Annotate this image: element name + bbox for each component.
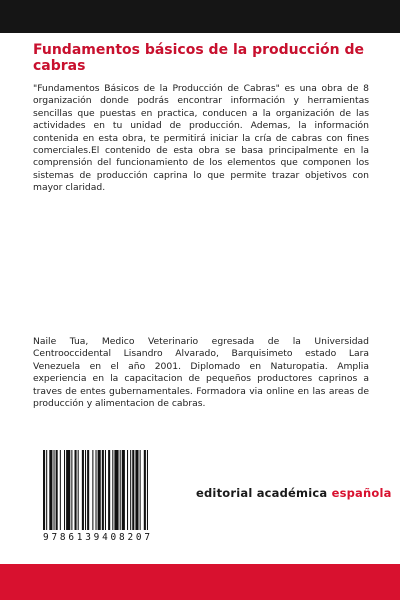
author-bio: Naile Tua, Medico Veterinario egresada de la Universidad Centrooccidental Lisandro Alvarado, Barquisimeto estado Lara Venezuela en el año 2001. Diplomado en Naturopatia. Amplia experiencia en la capacitacion de pequeños productores caprinos a traves de entes gubernamentales. Formadora via online en las areas de producción y alimentacion de cabras. bbox=[33, 336, 369, 410]
publisher-name: editorial académica bbox=[196, 486, 332, 500]
book-description: "Fundamentos Básicos de la Producción de Cabras" es una obra de 8 organización donde podrás encontrar información y herramientas sencillas que puestas en practica, conducen a la organización de las actividades en tu unidad de producción. Ademas, la información contenida en esta obra, te permitirá iniciar la cría de cabras con fines comerciales.El contenido de esta obra se basa principalmente en la comprensión del funcionamiento de los elementos que componen los sistemas de producción caprina lo que permite trazar objetivos con mayor claridad. bbox=[33, 83, 369, 194]
isbn-barcode bbox=[33, 450, 183, 552]
book-title: Fundamentos básicos de la producción de cabras bbox=[33, 42, 364, 74]
publisher-name-accent: española bbox=[331, 486, 392, 500]
isbn-digits: 9786139408207 bbox=[43, 532, 153, 543]
publisher-logo bbox=[196, 486, 392, 500]
top-band bbox=[0, 0, 400, 33]
bottom-band bbox=[0, 564, 400, 600]
barcode-bars bbox=[33, 450, 183, 532]
